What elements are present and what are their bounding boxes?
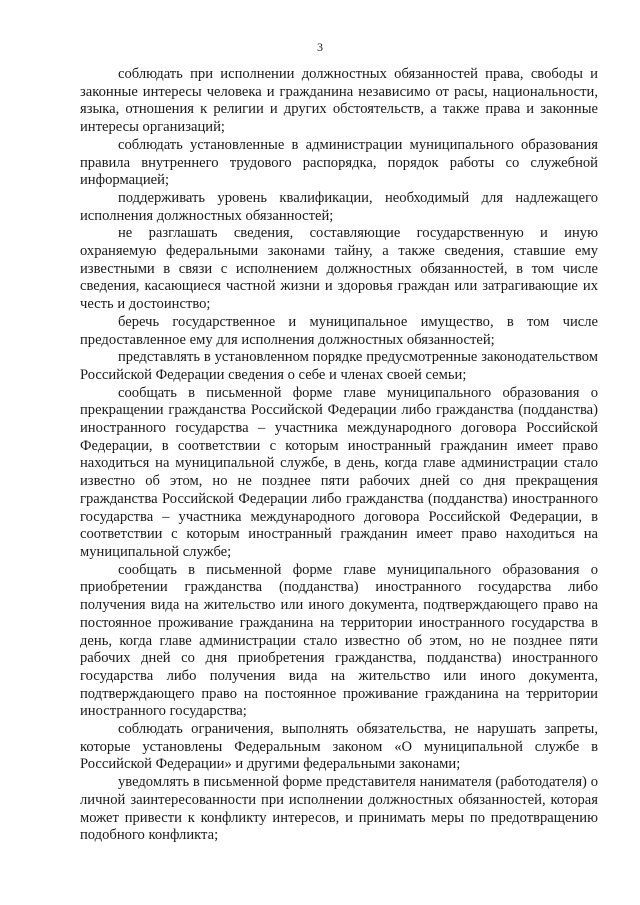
paragraph-restrictions: соблюдать ограничения, выполнять обязательства, не нарушать запреты, которые установлены Федеральным законом «О муниципальной службе в Российской Федерации» и другими федеральными законами; <box>80 721 598 773</box>
paragraph-citizenship-termination: сообщать в письменной форме главе муниципального образования о прекращении гражданства Российской Федерации либо гражданства (подданства) иностранного государства – участника международного договора Российской Федерации, в соответствии с которым иностранный гражданин имеет право находиться на муниципальной службе, в день, когда главе администрации стало известно об этом, но не позднее пяти рабочих дней со дня прекращения гражданства Российской Федерации либо гражданства (подданства) иностранного государства – участника международного договора Российской Федерации, в соответствии с которым иностранный гражданин имеет право находиться на муниципальной службе; <box>80 384 598 560</box>
paragraph-income-info: представлять в установленном порядке предусмотренные законодательством Российской Федерации сведения о себе и членах своей семьи; <box>80 349 598 383</box>
paragraph-property: беречь государственное и муниципальное имущество, в том числе предоставленное ему для исполнения должностных обязанностей; <box>80 313 598 348</box>
paragraph-conflict-of-interest: уведомлять в письменной форме представителя нанимателя (работодателя) о личной заинтересованности при исполнении должностных обязанностей, которая может привести к конфликту интересов, и принимать меры по предотвращению подобного конфликта; <box>80 774 598 844</box>
document-body <box>80 66 598 845</box>
paragraph-rights: соблюдать при исполнении должностных обязанностей права, свободы и законные интересы человека и гражданина независимо от расы, национальности, языка, отношения к религии и других обстоятельств, а также права и законные интересы организаций; <box>80 66 598 136</box>
paragraph-secrecy: не разглашать сведения, составляющие государственную и иную охраняемую федеральными законами тайну, а также сведения, ставшие ему известными в связи с исполнением должностных обязанностей, в том числе сведения, касающиеся частной жизни и здоровья граждан или затрагивающие их честь и достоинство; <box>80 225 598 313</box>
paragraph-qualification: поддерживать уровень квалификации, необходимый для надлежащего исполнения должностных обязанностей; <box>80 189 598 224</box>
paragraph-citizenship-acquisition: сообщать в письменной форме главе муниципального образования о приобретении гражданства (подданства) иностранного государства либо получения вида на жительство или иного документа, подтверждающего право на постоянное проживание гражданина на территории иностранного государства в день, когда главе администрации стало известно об этом, но не позднее пяти рабочих дней со дня приобретения гражданства, подданства) иностранного государства либо получения вида на жительство или иного документа, подтверждающего право на постоянное проживание гражданина на территории иностранного государства; <box>80 561 598 720</box>
page-number: 3 <box>317 40 323 54</box>
paragraph-internal-rules: соблюдать установленные в администрации муниципального образования правила внутреннего трудового распорядка, порядок работы со служебной информацией; <box>80 136 598 189</box>
